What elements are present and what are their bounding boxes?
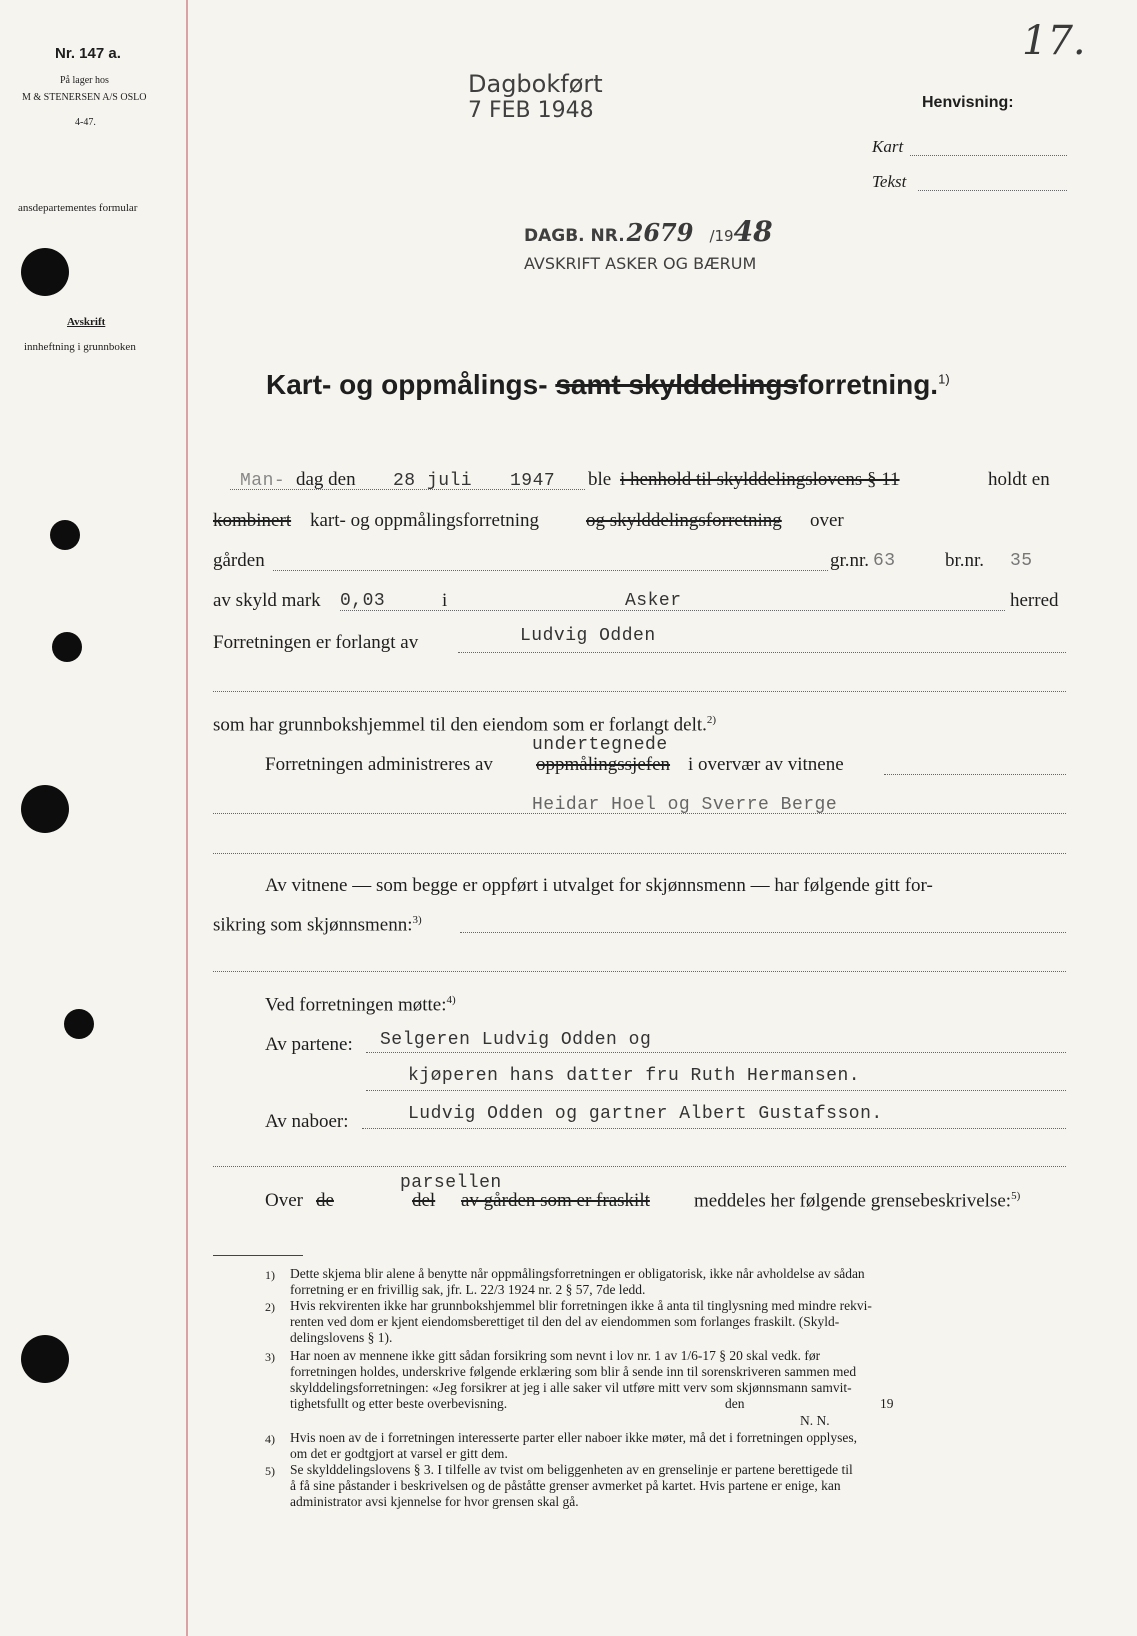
footnote-line: skylddelingsforretningen: «Jeg forsikrer at jeg i alle saker vil utføre mitt verv som skjønnsmann samvit- [290,1380,852,1395]
motte-text: Ved forretningen møtte: [265,994,447,1016]
avskrift-label: Avskrift [67,316,106,328]
punch-hole [52,632,82,662]
fn-mark: 4) [446,994,456,1006]
avskrift-stamp: AVSKRIFT ASKER OG BÆRUM [524,254,757,273]
brnr-label: br.nr. [945,550,985,571]
grunnbok: som har grunnbokshjemmel til den eiendom som er forlangt delt. [213,714,707,736]
footnote-line: Hvis rekvirenten ikke har grunnbokshjemmel blir forretningen ikke å anta til tinglysning med mindre rekvi- [290,1298,872,1313]
fn-mark: 2) [706,714,717,726]
date-code: 4-47. [75,117,96,128]
footnote-line: delingslovens § 1). [290,1330,393,1345]
dagb-label: DAGB. NR. [524,226,625,246]
dagb-year-prefix: /19 [709,227,734,245]
kommune-value: Asker [625,591,682,611]
overvaer-label: i overvær av vitnene [688,754,844,775]
over: over [810,510,844,531]
dag-den: dag den [296,469,356,490]
naboer-label: Av naboer: [265,1111,349,1132]
meddeles-text [694,1190,1020,1212]
fn-mark: 3) [412,914,422,926]
ble: ble [588,469,612,490]
year-typed: 1947 [510,471,556,491]
partene-line [366,1052,1066,1053]
naboer-line-2 [213,1166,1066,1167]
footnote-line: renten ved dom er kjent eiendomsberettiget til den del av eiendommen som forlanges fraskilt. (Skyld- [290,1314,840,1329]
parsellen-typed: parsellen [400,1173,502,1193]
grnr-label: gr.nr. [830,550,870,571]
grnr-value: 63 [873,551,896,571]
title-part1: Kart- og oppmålings- [266,369,548,400]
av-skyld-label: av skyld mark [213,590,321,611]
date-typed: 28 juli [393,471,473,491]
henvisning-title: Henvisning: [922,94,1014,111]
vitnene-line1: Av vitnene — som begge er oppført i utvalget for skjønnsmenn — har følgende gitt for- [265,875,933,896]
title-part2: forretning. [798,369,939,400]
punch-hole [64,1009,94,1039]
footnote-number: 3) [265,1350,275,1364]
partene-line-2 [366,1090,1066,1091]
dagb-number: 2679 [626,218,694,247]
forlangt-value: Ludvig Odden [520,626,656,646]
overvaer-line [884,774,1066,775]
footnote-line: administrator avsi kjennelse for hvor grensen skal gå. [290,1494,579,1509]
kart-og: kart- og oppmålingsforretning [310,510,540,531]
footnote-line: Se skylddelingslovens § 3. I tilfelle av tvist om beliggenheten av en grenselinje er partene berettigede til [290,1462,853,1477]
over-label: Over [265,1190,303,1211]
footnote-number: 5) [265,1464,275,1478]
footnote-line: å få sine påstander i beskrivelsen og de påståtte grenser avmerket på kartet. Hvis partene er enige, kan [290,1478,841,1493]
form-number: Nr. 147 a. [55,45,121,62]
naboer-line [362,1128,1066,1129]
day-typed: Man- [240,471,286,491]
skyld-line [340,610,1005,611]
skyld-value: 0,03 [340,591,386,611]
herred-label: herred [1010,590,1059,611]
footnote-mark: 1) [938,371,950,387]
partene-line1: Selgeren Ludvig Odden og [380,1030,652,1050]
garden-label: gården [213,550,265,571]
naboer-value: Ludvig Odden og gartner Albert Gustafsson. [408,1104,883,1124]
footnote-line: Har noen av mennene ikke gitt sådan forsikring som nevnt i lov nr. 1 av 1/6-17 § 20 skal vedk. før [290,1348,821,1363]
footnote-line: Dette skjema blir alene å benytte når oppmålingsforretningen er obligatorisk, ikke når avholdelse av sådan [290,1266,865,1281]
dept-formular: ansdepartementes formular [18,202,138,214]
forlangt-line [458,652,1066,653]
date-line [230,489,585,490]
signature-year: 19 [880,1396,894,1411]
forlangt-label: Forretningen er forlangt av [213,632,419,653]
vitnene-line-2 [213,971,1066,972]
dagb-year: 48 [733,215,773,248]
footnote-line: tighetsfullt og etter beste overbevisning. [290,1396,508,1411]
dagb-number-label [524,215,773,248]
footnote-line: forretning er en frivillig sak, jfr. L. 22/3 1924 nr. 2 § 57, 7de ledd. [290,1282,646,1297]
kart-label: Kart [872,137,904,156]
title-struck: samt skylddelings [555,369,799,400]
dagbokfort-stamp: Dagbokført [468,70,603,98]
admin-typed: undertegnede [532,735,668,755]
struck-henhold: i henhold til skylddelingslovens § 11 [620,469,900,490]
blank-line [213,691,1066,692]
footnote-number: 1) [265,1268,275,1282]
brnr-value: 35 [1010,551,1033,571]
publisher-line: M & STENERSEN A/S OSLO [22,92,147,103]
punch-hole [50,520,80,550]
struck-kombinert: kombinert [213,510,292,531]
tekst-line [918,190,1067,191]
signature-nn: N. N. [800,1413,830,1428]
struck-de: de [316,1190,334,1211]
signature-den: den [725,1396,745,1411]
publisher-line: På lager hos [60,75,109,86]
meddeles: meddeles her følgende grensebeskrivelse: [694,1190,1012,1212]
admin-struck: oppmålingssjefen [536,754,671,775]
footnote-number: 4) [265,1432,275,1446]
vitner-line [213,813,1066,814]
fn-mark: 5) [1011,1190,1021,1202]
form-title [266,369,950,401]
administreres-label: Forretningen administreres av [265,754,493,775]
struck-del: del [412,1190,436,1211]
footnote-separator [213,1255,303,1256]
page-number: 17. [1022,18,1086,64]
footnote-line: om det er godtgjort at varsel er gitt dem. [290,1446,508,1461]
punch-hole [21,1335,69,1383]
footnote-line: forretningen holdes, underskrive følgende erklæring som blir å sende inn til sorenskriveren sammen med [290,1364,857,1379]
partene-line2: kjøperen hans datter fru Ruth Hermansen. [408,1066,861,1086]
kart-line [910,155,1067,156]
i-label: i [442,590,448,611]
vitner-line-2 [213,853,1066,854]
vitnene-line2 [213,914,422,936]
tekst-label: Tekst [872,172,907,191]
footnote-line: Hvis noen av de i forretningen interesserte parter eller naboer ikke møter, må det i forretningen opplyses, [290,1430,858,1445]
motte-label [265,994,456,1016]
struck-og-skyld: og skylddelingsforretning [586,510,782,531]
grunnbok-text [213,714,716,736]
garden-line [273,570,828,571]
dagbokfort-date: 7 FEB 1948 [468,98,594,123]
footnote-number: 2) [265,1300,275,1314]
holdt-en: holdt en [988,469,1050,490]
vitnene-line2-text: sikring som skjønnsmenn: [213,914,413,936]
partene-label: Av partene: [265,1034,353,1055]
margin-rule [186,0,188,1636]
punch-hole [21,785,69,833]
vitnene-line [460,932,1066,933]
vitner-value: Heidar Hoel og Sverre Berge [532,795,838,815]
struck-av-garden: av gården som er fraskilt [461,1190,650,1211]
innheftning-label: innheftning i grunnboken [24,341,136,353]
punch-hole [21,248,69,296]
